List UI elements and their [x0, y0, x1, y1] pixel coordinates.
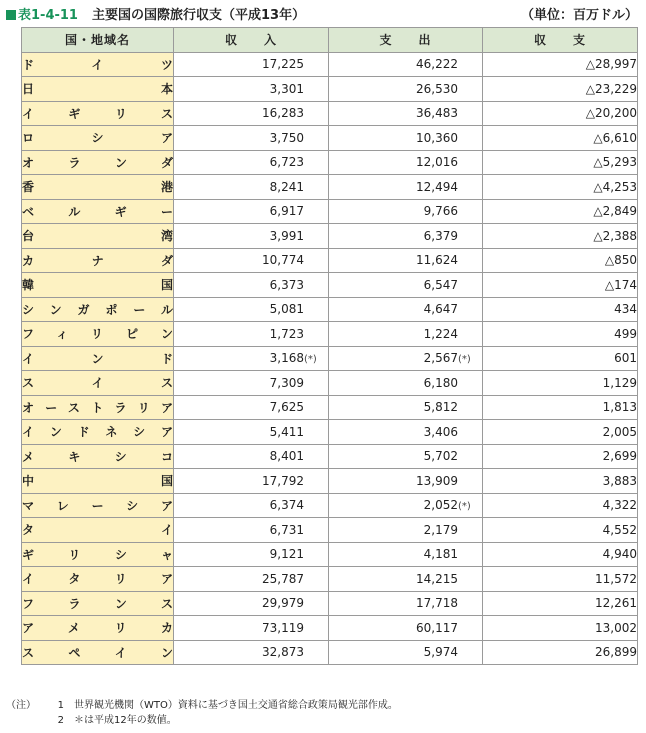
footnote-index: 1 — [57, 700, 64, 711]
table-row — [22, 395, 638, 420]
country-name: 韓国 — [22, 273, 174, 298]
table-row — [22, 224, 638, 249]
income-cell — [174, 224, 329, 249]
table-row — [22, 297, 638, 322]
table-row — [22, 199, 638, 224]
expense-value: 4,647 — [423, 302, 458, 317]
income-value: 8,241 — [269, 179, 304, 194]
balance-value: 4,552 — [483, 518, 638, 543]
expense-cell — [329, 322, 483, 347]
income-value: 3,750 — [269, 130, 304, 145]
table-row — [22, 175, 638, 200]
country-name: イタリア — [22, 567, 174, 592]
table-row — [22, 150, 638, 175]
expense-note-mark: (*) — [458, 354, 471, 366]
country-name: ギリシャ — [22, 542, 174, 567]
country-name: シンガポール — [22, 297, 174, 322]
expense-cell — [329, 175, 483, 200]
balance-value: 1,129 — [483, 371, 638, 396]
balance-value: 434 — [483, 297, 638, 322]
expense-cell — [329, 591, 483, 616]
income-cell — [174, 346, 329, 371]
expense-cell — [329, 640, 483, 665]
country-name: 台湾 — [22, 224, 174, 249]
expense-value: 2,052 — [423, 498, 458, 513]
income-value: 6,723 — [269, 155, 304, 170]
table-row — [22, 126, 638, 151]
expense-value: 3,406 — [423, 424, 458, 439]
table-row — [22, 101, 638, 126]
income-cell — [174, 395, 329, 420]
expense-value: 12,016 — [416, 155, 458, 170]
expense-value: 6,379 — [423, 228, 458, 243]
balance-value: △174 — [483, 273, 638, 298]
expense-cell — [329, 395, 483, 420]
table-row — [22, 273, 638, 298]
expense-value: 36,483 — [416, 106, 458, 121]
square-marker-icon — [6, 10, 16, 20]
expense-value: 12,494 — [416, 179, 458, 194]
expense-value: 2,179 — [423, 522, 458, 537]
income-value: 17,225 — [262, 57, 304, 72]
income-value: 6,374 — [269, 498, 304, 513]
income-value: 5,081 — [269, 302, 304, 317]
footnote-1 — [6, 698, 398, 713]
table-row — [22, 371, 638, 396]
table-row — [22, 542, 638, 567]
country-name: オランダ — [22, 150, 174, 175]
footnote-text: ＊は平成12年の数値。 — [74, 715, 177, 726]
expense-value: 2,567 — [423, 351, 458, 366]
income-value: 9,121 — [269, 547, 304, 562]
expense-cell — [329, 444, 483, 469]
country-name: タイ — [22, 518, 174, 543]
header-balance: 収 支 — [483, 28, 638, 53]
expense-cell — [329, 297, 483, 322]
balance-value: △20,200 — [483, 101, 638, 126]
country-name: カナダ — [22, 248, 174, 273]
income-cell — [174, 199, 329, 224]
expense-note-mark: (*) — [458, 501, 471, 513]
expense-value: 5,702 — [423, 449, 458, 464]
expense-cell — [329, 199, 483, 224]
expense-value: 26,530 — [416, 81, 458, 96]
income-value: 6,917 — [269, 204, 304, 219]
country-name: ベルギー — [22, 199, 174, 224]
country-name: アメリカ — [22, 616, 174, 641]
income-cell — [174, 542, 329, 567]
balance-value: △28,997 — [483, 52, 638, 77]
table-row — [22, 322, 638, 347]
table-row — [22, 518, 638, 543]
income-cell — [174, 322, 329, 347]
expense-cell — [329, 101, 483, 126]
income-value: 8,401 — [269, 449, 304, 464]
income-value: 73,119 — [262, 620, 304, 635]
table-row — [22, 444, 638, 469]
income-value: 3,301 — [269, 81, 304, 96]
balance-value: 2,699 — [483, 444, 638, 469]
table-row — [22, 640, 638, 665]
expense-value: 10,360 — [416, 130, 458, 145]
table-row — [22, 420, 638, 445]
income-cell — [174, 77, 329, 102]
expense-cell — [329, 469, 483, 494]
country-name: フランス — [22, 591, 174, 616]
income-cell — [174, 101, 329, 126]
income-cell — [174, 518, 329, 543]
income-cell — [174, 297, 329, 322]
income-cell — [174, 273, 329, 298]
header-country: 国・地域名 — [22, 28, 174, 53]
income-cell — [174, 175, 329, 200]
balance-value: 4,322 — [483, 493, 638, 518]
header-expense: 支 出 — [329, 28, 483, 53]
footnotes — [6, 698, 398, 728]
balance-value: 13,002 — [483, 616, 638, 641]
income-value: 7,309 — [269, 375, 304, 390]
balance-value: 4,940 — [483, 542, 638, 567]
expense-cell — [329, 224, 483, 249]
expense-cell — [329, 77, 483, 102]
balance-value: △23,229 — [483, 77, 638, 102]
header-income: 収 入 — [174, 28, 329, 53]
balance-value: 3,883 — [483, 469, 638, 494]
expense-value: 13,909 — [416, 473, 458, 488]
expense-value: 17,718 — [416, 596, 458, 611]
expense-value: 46,222 — [416, 57, 458, 72]
table-row — [22, 469, 638, 494]
expense-value: 60,117 — [416, 620, 458, 635]
country-name: ロシア — [22, 126, 174, 151]
income-cell — [174, 371, 329, 396]
income-cell — [174, 591, 329, 616]
expense-value: 5,812 — [423, 400, 458, 415]
expense-cell — [329, 616, 483, 641]
income-cell — [174, 640, 329, 665]
unit-label: （単位：百万ドル） — [520, 8, 638, 23]
country-name: イギリス — [22, 101, 174, 126]
income-cell — [174, 567, 329, 592]
balance-value: 11,572 — [483, 567, 638, 592]
income-cell — [174, 126, 329, 151]
country-name: オーストラリア — [22, 395, 174, 420]
expense-value: 11,624 — [416, 253, 458, 268]
expense-cell — [329, 567, 483, 592]
header-row — [22, 28, 638, 53]
expense-cell — [329, 150, 483, 175]
table-number: 表1-4-11 — [18, 8, 78, 23]
table-header — [22, 28, 638, 53]
table-title-text: 主要国の国際旅行収支（平成13年） — [91, 8, 306, 23]
balance-value: 12,261 — [483, 591, 638, 616]
expense-value: 6,547 — [423, 277, 458, 292]
expense-cell — [329, 493, 483, 518]
income-value: 16,283 — [262, 106, 304, 121]
income-cell — [174, 248, 329, 273]
income-value: 6,373 — [269, 277, 304, 292]
expense-cell — [329, 542, 483, 567]
footnote-index: 2 — [57, 715, 64, 726]
income-value: 7,625 — [269, 400, 304, 415]
table-row — [22, 493, 638, 518]
balance-value: △2,849 — [483, 199, 638, 224]
expense-cell — [329, 346, 483, 371]
table-title — [6, 4, 305, 23]
title-bar — [6, 4, 640, 24]
income-value: 6,731 — [269, 522, 304, 537]
balance-value: △4,253 — [483, 175, 638, 200]
income-cell — [174, 469, 329, 494]
expense-cell — [329, 126, 483, 151]
income-value: 3,168 — [269, 351, 304, 366]
balance-value: 2,005 — [483, 420, 638, 445]
income-cell — [174, 150, 329, 175]
balance-value: 1,813 — [483, 395, 638, 420]
income-value: 3,991 — [269, 228, 304, 243]
income-value: 17,792 — [262, 473, 304, 488]
balance-value: △5,293 — [483, 150, 638, 175]
travel-balance-table — [21, 27, 638, 665]
country-name: スイス — [22, 371, 174, 396]
income-cell — [174, 493, 329, 518]
income-cell — [174, 52, 329, 77]
income-value: 5,411 — [269, 424, 304, 439]
country-name: 中国 — [22, 469, 174, 494]
expense-cell — [329, 273, 483, 298]
expense-cell — [329, 52, 483, 77]
country-name: マレーシア — [22, 493, 174, 518]
income-value: 25,787 — [262, 571, 304, 586]
country-name: インドネシア — [22, 420, 174, 445]
expense-value: 5,974 — [423, 645, 458, 660]
expense-value: 6,180 — [423, 375, 458, 390]
expense-value: 4,181 — [423, 547, 458, 562]
income-cell — [174, 444, 329, 469]
income-value: 32,873 — [262, 645, 304, 660]
country-name: インド — [22, 346, 174, 371]
table-row — [22, 346, 638, 371]
income-note-mark: (*) — [304, 354, 317, 366]
expense-cell — [329, 248, 483, 273]
balance-value: △850 — [483, 248, 638, 273]
table-body — [22, 52, 638, 665]
country-name: ドイツ — [22, 52, 174, 77]
balance-value: △6,610 — [483, 126, 638, 151]
expense-value: 14,215 — [416, 571, 458, 586]
expense-value: 9,766 — [423, 204, 458, 219]
expense-value: 1,224 — [423, 326, 458, 341]
income-value: 10,774 — [262, 253, 304, 268]
balance-value: △2,388 — [483, 224, 638, 249]
table-row — [22, 616, 638, 641]
expense-cell — [329, 518, 483, 543]
expense-cell — [329, 420, 483, 445]
balance-value: 499 — [483, 322, 638, 347]
footnote-2 — [6, 713, 398, 728]
country-name: フィリピン — [22, 322, 174, 347]
income-cell — [174, 420, 329, 445]
country-name: 香港 — [22, 175, 174, 200]
table-row — [22, 77, 638, 102]
table-row — [22, 52, 638, 77]
footnote-label: （注） — [6, 700, 36, 711]
income-value: 29,979 — [262, 596, 304, 611]
country-name: メキシコ — [22, 444, 174, 469]
income-cell — [174, 616, 329, 641]
table-row — [22, 248, 638, 273]
country-name: 日本 — [22, 77, 174, 102]
balance-value: 601 — [483, 346, 638, 371]
table-row — [22, 591, 638, 616]
expense-cell — [329, 371, 483, 396]
table-row — [22, 567, 638, 592]
footnote-text: 世界観光機関（WTO）資料に基づき国土交通省総合政策局観光部作成。 — [74, 700, 398, 711]
income-value: 1,723 — [269, 326, 304, 341]
balance-value: 26,899 — [483, 640, 638, 665]
country-name: スペイン — [22, 640, 174, 665]
